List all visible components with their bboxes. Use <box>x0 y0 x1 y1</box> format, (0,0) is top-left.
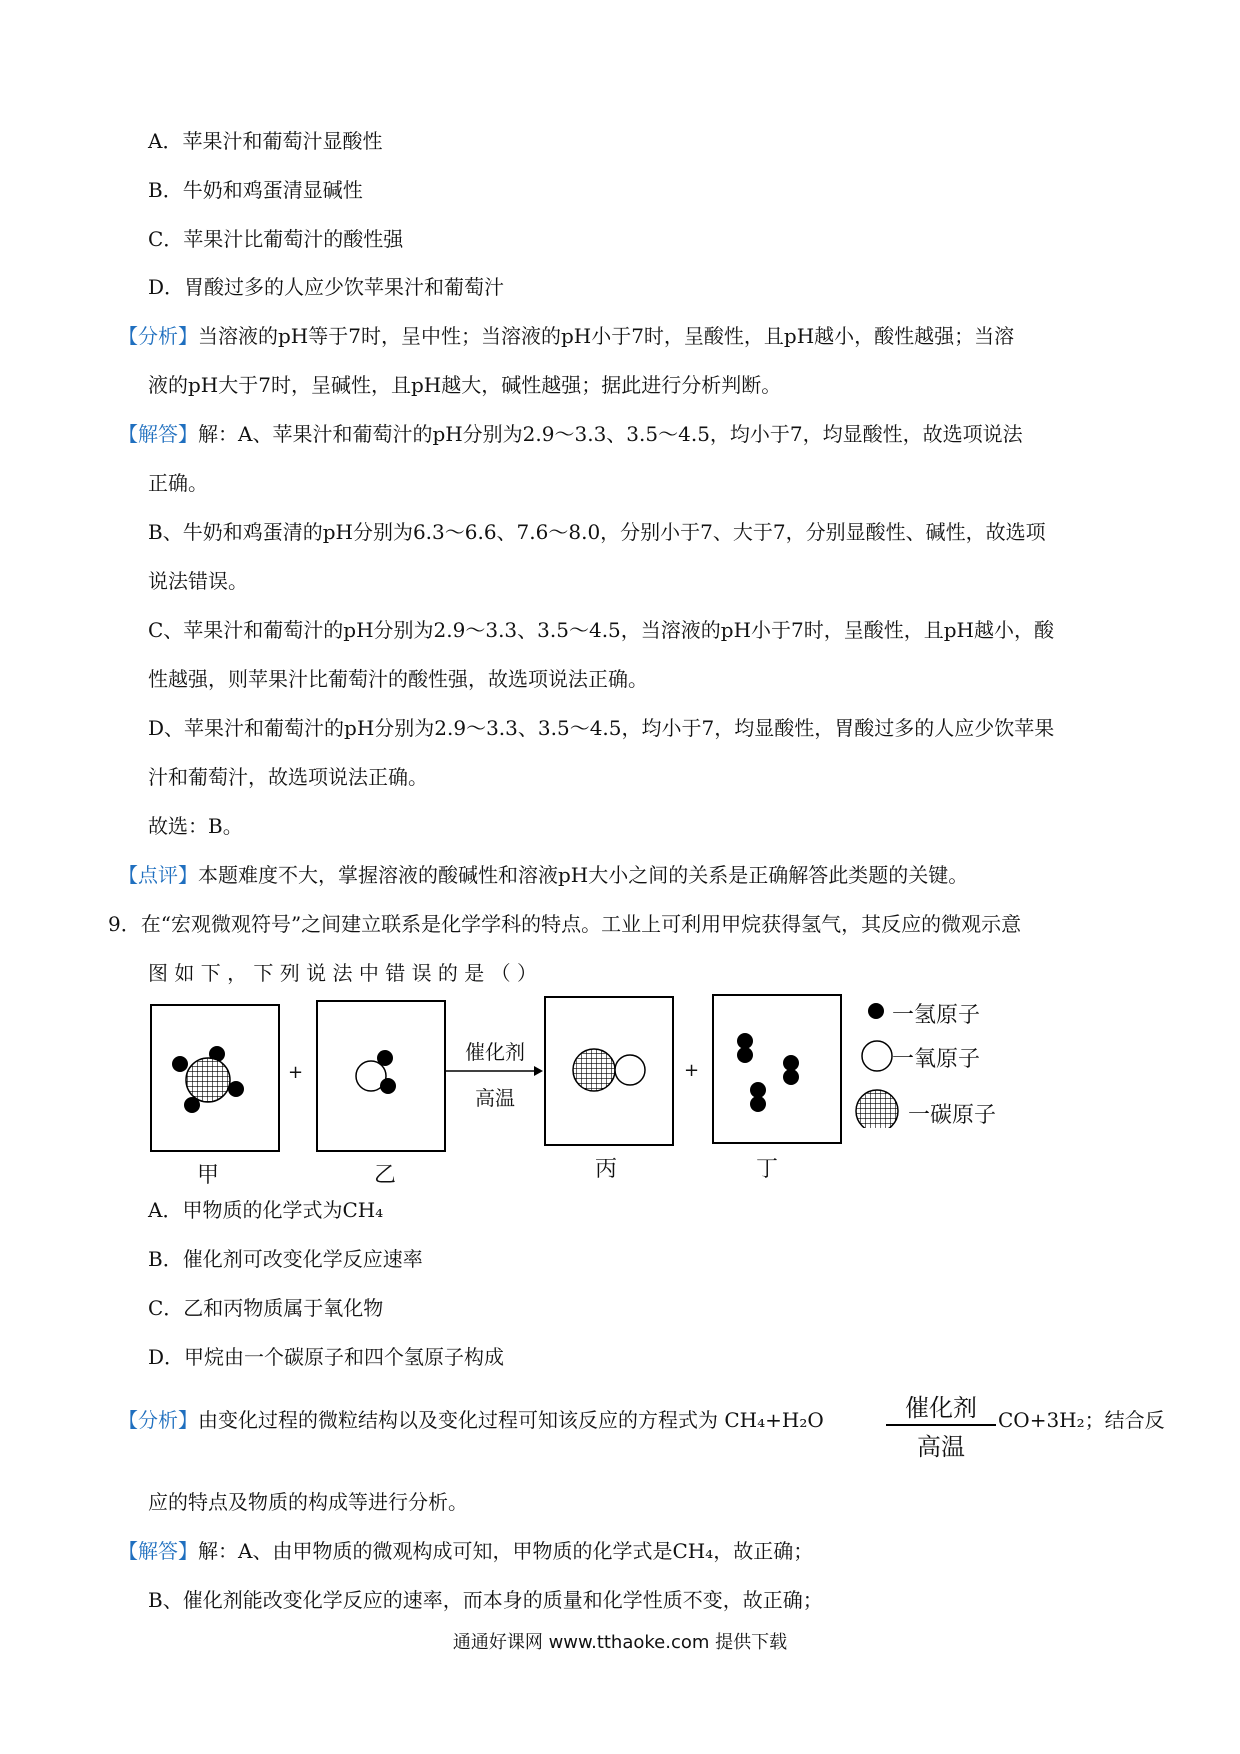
analysis-line-2: 液的pH大于7时，呈碱性，且pH越大，碱性越强；据此进行分析判断。 <box>148 373 782 397</box>
legend-hydrogen: 一氢原子 <box>892 1003 981 1028</box>
legend-carbon: 一碳原子 <box>908 1103 997 1128</box>
box-yi <box>316 1000 446 1152</box>
condition-bottom: 高温 <box>917 1433 965 1461</box>
analysis-tag: 【分析】 <box>118 324 198 348</box>
option-c: C．苹果汁比葡萄汁的酸性强 <box>148 227 404 251</box>
caption-jia: 甲 <box>197 1163 220 1188</box>
box-ding <box>712 994 842 1144</box>
answer-line-6: 性越强，则苹果汁比葡萄汁的酸性强，故选项说法正确。 <box>148 667 648 691</box>
question-9-line-2: 图 如 下 ， 下 列 说 法 中 错 误 的 是 （ ） <box>148 961 538 985</box>
answer-line-3: B、牛奶和鸡蛋清的pH分别为6.3～6.6、7.6～8.0，分别小于7、大于7，分别显酸性、碱性，故选项 <box>148 520 1046 544</box>
caption-yi: 乙 <box>374 1163 397 1188</box>
analysis-line-1: 【分析】当溶液的pH等于7时，呈中性；当溶液的pH小于7时，呈酸性，且pH越小，酸性越强；当溶 <box>118 324 1015 348</box>
arrow-label-top: 催化剂 <box>465 1040 525 1064</box>
answer-line-7: D、苹果汁和葡萄汁的pH分别为2.9～3.3、3.5～4.5，均小于7，均显酸性，胃酸过多的人应少饮苹果 <box>148 716 1055 740</box>
q9-option-c: C．乙和丙物质属于氧化物 <box>148 1296 384 1320</box>
q9-analysis-line-1: 【分析】由变化过程的微粒结构以及变化过程可知该反应的方程式为 CH₄+H₂O <box>118 1408 824 1432</box>
reaction-arrow <box>444 1064 544 1078</box>
answer-line-4: 说法错误。 <box>148 569 248 593</box>
caption-ding: 丁 <box>756 1157 779 1182</box>
q9-answer-tag: 【解答】 <box>118 1539 198 1563</box>
answer-line-5: C、苹果汁和葡萄汁的pH分别为2.9～3.3、3.5～4.5，当溶液的pH小于7时，呈酸性，且pH越小，酸 <box>148 618 1054 642</box>
q9-option-b: B．催化剂可改变化学反应速率 <box>148 1247 423 1271</box>
comment-line: 【点评】本题难度不大，掌握溶液的酸碱性和溶液pH大小之间的关系是正确解答此类题的关键。 <box>118 863 969 887</box>
oxygen-atom-icon <box>862 1041 892 1071</box>
q9-answer-line-2: B、催化剂能改变化学反应的速率，而本身的质量和化学性质不变，故正确； <box>148 1588 823 1612</box>
answer-line-8: 汁和葡萄汁，故选项说法正确。 <box>148 765 428 789</box>
plus-sign-1: + <box>288 1062 304 1083</box>
condition-bar <box>886 1424 996 1426</box>
reaction-condition <box>886 1388 996 1462</box>
plus-sign-2: + <box>684 1060 700 1081</box>
option-a: A．苹果汁和葡萄汁显酸性 <box>148 129 383 153</box>
answer-choice: 故选：B。 <box>148 814 243 838</box>
option-d: D．胃酸过多的人应少饮苹果汁和葡萄汁 <box>148 275 505 299</box>
hydrogen-molecules <box>714 996 840 1142</box>
arrow-label-bottom: 高温 <box>475 1086 515 1110</box>
box-bing <box>544 996 674 1146</box>
legend-oxygen: 一氧原子 <box>892 1047 981 1072</box>
question-9-line-1: 9．在“宏观微观符号”之间建立联系是化学学科的特点。工业上可利用甲烷获得氢气，其反应的微观示意 <box>108 912 1022 936</box>
condition-top: 催化剂 <box>905 1394 977 1422</box>
q9-analysis-line-2: 应的特点及物质的构成等进行分析。 <box>148 1490 468 1514</box>
q9-answer-line-1: 【解答】解：A、由甲物质的微观构成可知，甲物质的化学式是CH₄，故正确； <box>118 1539 814 1563</box>
q9-analysis-post: CO+3H₂；结合反 <box>998 1408 1165 1432</box>
option-b: B．牛奶和鸡蛋清显碱性 <box>148 178 363 202</box>
q9-option-a: A．甲物质的化学式为CH₄ <box>148 1198 384 1222</box>
answer-tag: 【解答】 <box>118 422 198 446</box>
answer-line-1: 【解答】解：A、苹果汁和葡萄汁的pH分别为2.9～3.3、3.5～4.5，均小于7，均显酸性，故选项说法 <box>118 422 1023 446</box>
comment-tag: 【点评】 <box>118 863 198 887</box>
carbon-monoxide-molecule <box>546 998 672 1144</box>
box-jia <box>150 1004 280 1152</box>
caption-bing: 丙 <box>595 1157 618 1182</box>
carbon-atom-icon <box>856 1090 898 1128</box>
q9-analysis-tag: 【分析】 <box>118 1408 198 1432</box>
q9-option-d: D．甲烷由一个碳原子和四个氢原子构成 <box>148 1345 505 1369</box>
answer-line-2: 正确。 <box>148 471 208 495</box>
water-molecule <box>318 1002 444 1150</box>
methane-molecule <box>152 1006 278 1150</box>
hydrogen-atom-icon <box>868 1003 884 1019</box>
page-footer: 通通好课网 www.tthaoke.com 提供下载 <box>452 1632 788 1653</box>
